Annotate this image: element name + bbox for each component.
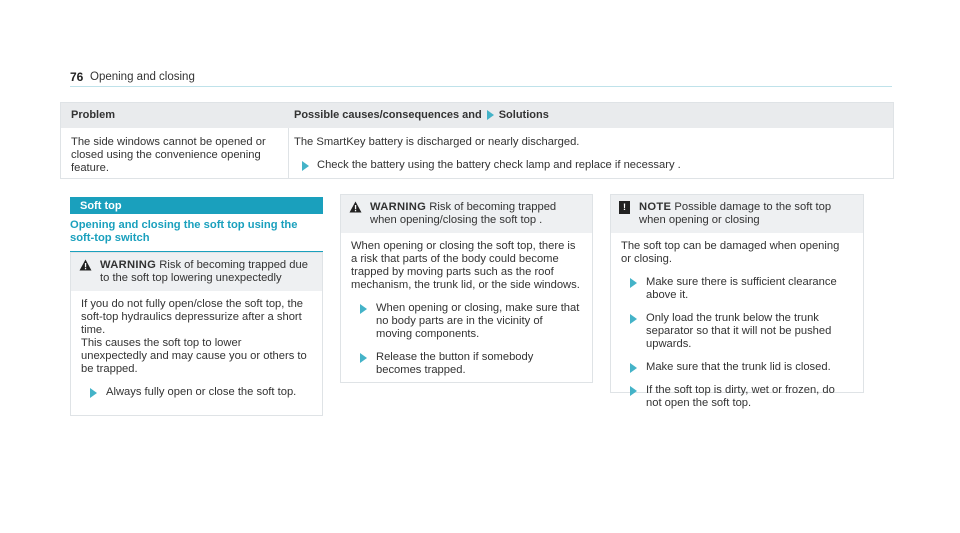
warning-paragraph: If you do not fully open/close the soft top, the soft-top hydraulics depressurize after a short time.	[81, 298, 304, 336]
table-cell-problem: The side windows cannot be opened or closed using the convenience opening feature.	[71, 136, 266, 174]
arrow-right-icon	[360, 353, 367, 363]
instruction-text: If the soft top is dirty, wet or frozen, do not open the soft top.	[646, 384, 835, 409]
note-paragraph: The soft top can be damaged when opening or closing.	[621, 240, 840, 265]
instruction-step	[621, 361, 851, 374]
warning-text: Risk of becoming trapped when opening/closing the soft top .	[370, 201, 557, 226]
page-section-title: Opening and closing	[90, 71, 195, 83]
arrow-right-icon	[630, 386, 637, 396]
warning-body	[341, 233, 592, 387]
table-column-divider	[288, 128, 289, 179]
warning-body	[71, 291, 322, 409]
arrow-right-icon	[630, 314, 637, 324]
warning-paragraph: This causes the soft top to lower unexpectedly and may cause you or others to be trapped.	[81, 337, 307, 375]
instruction-text: Make sure that the trunk lid is closed.	[646, 361, 831, 373]
warning-label: WARNING	[370, 201, 427, 213]
warning-paragraph: When opening or closing the soft top, there is a risk that parts of the body could become trapped by moving parts such as the roof mechanism, the trunk lid, or the side windows.	[351, 240, 580, 291]
instruction-step	[81, 386, 310, 399]
solution-text: Check the battery using the battery check lamp and replace if necessary .	[317, 159, 681, 171]
warning-header	[71, 253, 322, 291]
arrow-right-icon	[487, 110, 494, 120]
section-title: Soft top	[80, 200, 122, 212]
instruction-text: Always fully open or close the soft top.	[106, 386, 297, 398]
instruction-step	[621, 384, 851, 410]
column-header-problem: Problem	[71, 109, 116, 121]
instruction-text: Make sure there is sufficient clearance above it.	[646, 276, 837, 301]
table-header-row	[61, 103, 893, 128]
note-body	[611, 233, 863, 420]
note-header	[611, 195, 863, 233]
arrow-right-icon	[630, 278, 637, 288]
instruction-text: Release the button if somebody becomes trapped.	[376, 351, 534, 376]
note-label: NOTE	[639, 201, 672, 213]
warning-text: Risk of becoming trapped due to the soft top lowering unexpectedly	[100, 259, 308, 284]
column-header-solutions	[294, 109, 549, 121]
instruction-step	[621, 276, 851, 302]
warning-label: WARNING	[100, 259, 157, 271]
page-number: 76	[70, 70, 84, 84]
arrow-right-icon	[360, 304, 367, 314]
note-text: Possible damage to the soft top when opening or closing	[639, 201, 832, 226]
arrow-right-icon	[90, 388, 97, 398]
arrow-right-icon	[630, 363, 637, 373]
warning-box-trapped-opening	[340, 194, 593, 383]
page-header	[70, 70, 892, 87]
instruction-step	[621, 312, 851, 351]
problem-table	[60, 102, 894, 179]
instruction-text: Only load the trunk below the trunk separator so that it will not be pushed upwards.	[646, 312, 832, 350]
instruction-step	[351, 351, 580, 377]
instruction-text: When opening or closing, make sure that no body parts are in the vicinity of moving components.	[376, 302, 580, 340]
warning-triangle-icon	[79, 259, 92, 271]
exclamation-icon: !	[619, 201, 630, 214]
instruction-step	[351, 302, 580, 341]
warning-header	[341, 195, 592, 233]
table-cell-cause: The SmartKey battery is discharged or nearly discharged.	[294, 136, 580, 148]
section-bar-soft-top	[70, 197, 323, 214]
column-header-solutions-suffix: Solutions	[498, 109, 549, 121]
table-cell-solution	[294, 159, 884, 172]
warning-triangle-icon	[349, 201, 362, 213]
warning-box-trapped-lowering	[70, 252, 323, 416]
note-box-soft-top-damage	[610, 194, 864, 409]
subheading: Opening and closing the soft top using the soft-top switch	[70, 219, 323, 252]
arrow-right-icon	[302, 161, 309, 171]
column-header-solutions-prefix: Possible causes/consequences and	[294, 109, 482, 121]
